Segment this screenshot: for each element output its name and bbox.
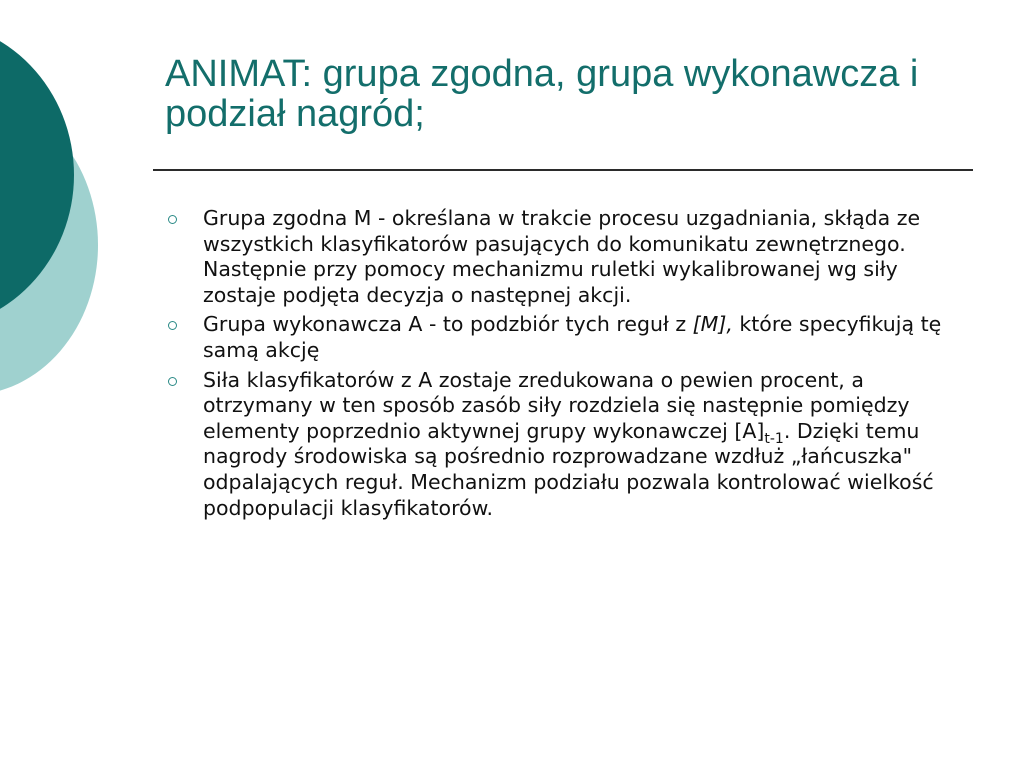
hollow-circle-bullet-icon <box>168 215 177 224</box>
title-divider <box>153 169 973 171</box>
slide-title: ANIMAT: grupa zgodna, grupa wykonawcza i podział nagród; <box>165 53 919 135</box>
hollow-circle-bullet-icon <box>168 321 177 330</box>
bullet-text: które specyfikują tę samą akcję <box>203 312 942 362</box>
bullet-text: Grupa wykonawcza A - to podzbiór tych reguł z <box>203 312 693 337</box>
bullet-list <box>160 206 960 525</box>
bullet-italic-text: [M], <box>692 312 733 337</box>
bullet-item <box>160 312 960 363</box>
bullet-item <box>160 368 960 522</box>
bullet-text: . Dzięki temu nagrody środowiska są pośrednio rozprowadzane wzdłuż „łańcuszka" odpalających reguł. Mechanizm podziału pozwala kontrolować wielkość podpopulacji klasyfikatorów. <box>203 418 934 520</box>
bullet-subscript: t-1 <box>764 430 784 447</box>
bullet-text: Siła klasyfikatorów z A zostaje zredukowana o pewien procent, a otrzymany w ten sposób zasób siły rozdziela się następnie pomiędzy elementy poprzednio aktywnej grupy wykonawczej [A] <box>203 367 910 443</box>
hollow-circle-bullet-icon <box>168 377 177 386</box>
bullet-text: Grupa zgodna M - określana w trakcie procesu uzgadniania, skłąda ze wszystkich klasyfikatorów pasujących do komunikatu zewnętrznego. Następnie przy pomocy mechanizmu ruletki wykalibrowanej wg siły zostaje podjęta decyzja o następnej akcji. <box>203 206 921 307</box>
bullet-item <box>160 206 960 308</box>
